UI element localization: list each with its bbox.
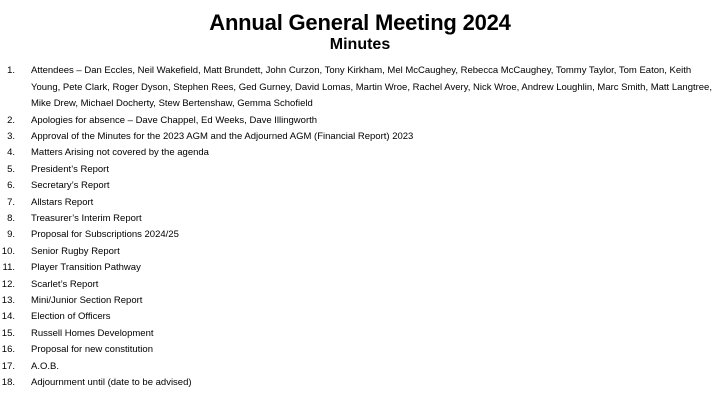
list-item bbox=[0, 178, 712, 194]
list-item bbox=[0, 162, 712, 178]
item-text: Approval of the Minutes for the 2023 AGM and the Adjourned AGM (Financial Report) 2023 bbox=[31, 130, 414, 142]
item-number: 4. bbox=[7, 147, 15, 159]
list-item bbox=[0, 113, 712, 129]
item-number: 8. bbox=[7, 213, 15, 224]
item-text: Secretary’s Report bbox=[31, 180, 110, 192]
item-number: 6. bbox=[7, 180, 15, 192]
list-item bbox=[0, 63, 712, 112]
list-item bbox=[0, 293, 712, 309]
list-item bbox=[0, 195, 712, 211]
item-text: Mini/Junior Section Report bbox=[31, 295, 143, 307]
item-number: 18. bbox=[1, 377, 15, 389]
item-number: 15. bbox=[1, 327, 15, 339]
item-text: President’s Report bbox=[31, 163, 109, 175]
item-text: Allstars Report bbox=[31, 196, 94, 208]
item-number: 10. bbox=[1, 245, 15, 257]
item-text: Matters Arising not covered by the agenda bbox=[31, 147, 209, 159]
item-number: 13. bbox=[1, 295, 15, 307]
item-text: Election of Officers bbox=[31, 311, 111, 323]
list-item bbox=[0, 145, 712, 161]
list-item bbox=[0, 309, 712, 325]
item-text: Adjournment until (date to be advised) bbox=[31, 377, 192, 389]
item-text: Scarlet’s Report bbox=[31, 278, 99, 290]
list-item bbox=[0, 342, 712, 358]
item-number: 2. bbox=[7, 114, 15, 126]
item-number: 7. bbox=[7, 196, 15, 208]
item-number: 9. bbox=[7, 229, 15, 241]
item-text: Russell Homes Development bbox=[31, 327, 154, 339]
item-number: 3. bbox=[7, 130, 15, 142]
list-item bbox=[0, 359, 712, 375]
list-item bbox=[0, 129, 712, 145]
title-block bbox=[0, 0, 720, 54]
item-number: 5. bbox=[7, 163, 15, 175]
item-text: Treasurer’s Interim Report bbox=[31, 213, 142, 224]
list-item bbox=[0, 260, 712, 276]
item-number: 16. bbox=[1, 344, 15, 356]
list-item bbox=[0, 227, 712, 243]
item-text: A.O.B. bbox=[31, 360, 59, 372]
list-item bbox=[0, 326, 712, 342]
item-text: Senior Rugby Report bbox=[31, 245, 120, 257]
item-text: Apologies for absence – Dave Chappel, Ed Weeks, Dave Illingworth bbox=[31, 114, 318, 126]
list-item bbox=[0, 277, 712, 293]
page-subtitle: Minutes bbox=[329, 35, 391, 53]
item-text: Proposal for new constitution bbox=[31, 344, 153, 356]
list-item bbox=[0, 211, 712, 227]
page-title: Annual General Meeting 2024 bbox=[209, 10, 511, 35]
item-text: Player Transition Pathway bbox=[31, 262, 141, 274]
item-text: Proposal for Subscriptions 2024/25 bbox=[31, 229, 179, 241]
list-item bbox=[0, 375, 712, 391]
item-number: 11. bbox=[2, 262, 15, 274]
item-number: 12. bbox=[1, 278, 15, 290]
item-text: Attendees – Dan Eccles, Neil Wakefield, Matt Brundett, John Curzon, Tony Kirkham, Mel McCaughey, Rebecca McCaughey, Tommy Taylor, Tom Eaton, Keith Young, Pete Clark, Roger Dyson, Stephen Rees, Ged Gurney, David Lomas, Martin Wroe, Rachel Avery, Nick Wroe, Andrew Loughlin, Marc Smith, Matt Langtree, Mike Drew, Michael Docherty, Stew Bertenshaw, Gemma Schofield bbox=[31, 65, 712, 110]
agenda-list bbox=[0, 63, 720, 391]
item-number: 1. bbox=[7, 65, 15, 77]
item-number: 14. bbox=[1, 311, 15, 323]
item-number: 17. bbox=[1, 360, 15, 372]
list-item bbox=[0, 244, 712, 260]
